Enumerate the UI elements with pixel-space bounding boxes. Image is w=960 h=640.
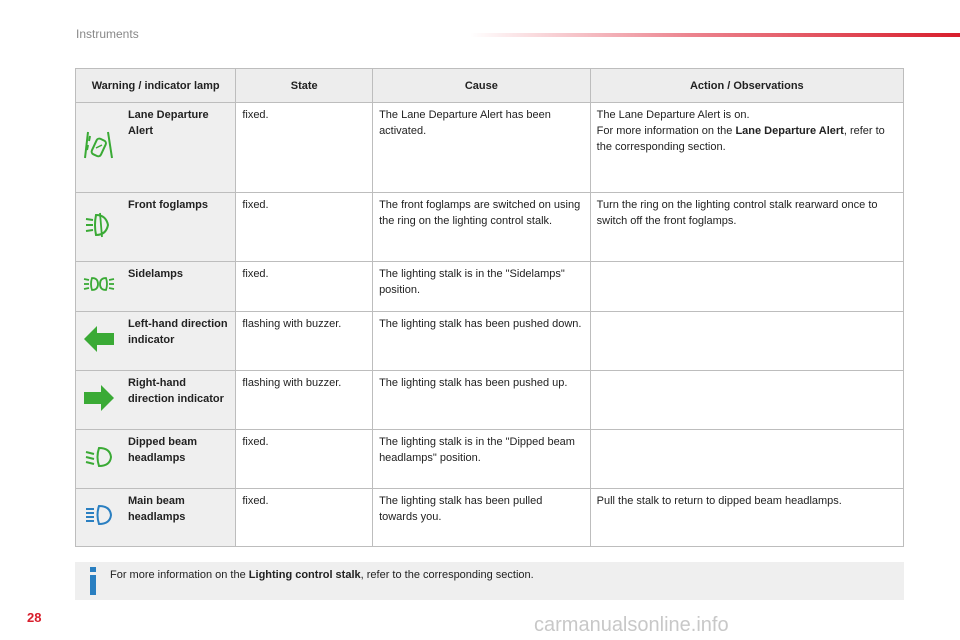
lamp-state: fixed. [236, 262, 373, 312]
action-text: For more information on the [596, 125, 736, 137]
lamp-cause: The lighting stalk is in the "Dipped beam headlamps" position. [373, 430, 591, 489]
lamp-state: fixed. [236, 193, 373, 262]
table-header-row [76, 69, 904, 103]
left-arrow-icon [82, 322, 116, 356]
lamp-icon-cell [76, 430, 122, 489]
action-text-end: , refer to the corresponding section. [596, 125, 885, 153]
lamp-action [590, 312, 903, 371]
table-row [76, 262, 904, 312]
lane-departure-icon [82, 128, 116, 162]
lamp-cause: The Lane Departure Alert has been activated. [373, 103, 591, 193]
info-text-bold: Lighting control stalk [248, 569, 361, 581]
table-row [76, 371, 904, 430]
lamp-state: flashing with buzzer. [236, 371, 373, 430]
lamp-cause: The lighting stalk is in the "Sidelamps" position. [373, 262, 591, 312]
lamp-state: fixed. [236, 103, 373, 193]
lamp-icon-cell [76, 262, 122, 312]
lamp-name: Dipped beam headlamps [122, 430, 236, 489]
lamp-action: Turn the ring on the lighting control stalk rearward once to switch off the front foglamps. [590, 193, 903, 262]
lamp-icon-cell [76, 312, 122, 371]
lamp-action [590, 371, 903, 430]
info-note-text [110, 569, 534, 581]
lamp-cause: The front foglamps are switched on using the ring on the lighting control stalk. [373, 193, 591, 262]
info-text-start: For more information on the [110, 569, 249, 581]
main-beam-icon [82, 498, 116, 532]
table-row [76, 103, 904, 193]
column-header-action: Action / Observations [590, 69, 903, 103]
lamp-icon-cell [76, 371, 122, 430]
section-title: Instruments [76, 27, 139, 41]
lamp-state: fixed. [236, 430, 373, 489]
lamp-name: Main beam headlamps [122, 489, 236, 547]
lamp-action [590, 262, 903, 312]
sidelamps-icon [82, 267, 116, 301]
warning-lamps-table [75, 68, 904, 547]
lamp-icon-cell [76, 103, 122, 193]
lamp-action [590, 103, 903, 193]
watermark: carmanualsonline.info [534, 614, 729, 636]
lamp-state: fixed. [236, 489, 373, 547]
lamp-cause: The lighting stalk has been pushed down. [373, 312, 591, 371]
table-row [76, 430, 904, 489]
column-header-state: State [236, 69, 373, 103]
column-header-lamp: Warning / indicator lamp [76, 69, 236, 103]
page-number: 28 [27, 610, 42, 625]
dipped-beam-icon [82, 440, 116, 474]
info-text-end: , refer to the corresponding section. [360, 569, 534, 581]
right-arrow-icon [82, 381, 116, 415]
lamp-state: flashing with buzzer. [236, 312, 373, 371]
table-row [76, 312, 904, 371]
lamp-name: Right-hand direction indicator [122, 371, 236, 430]
info-note [75, 562, 904, 600]
lamp-icon-cell [76, 193, 122, 262]
column-header-cause: Cause [373, 69, 591, 103]
table-row [76, 193, 904, 262]
lamp-action: Pull the stalk to return to dipped beam headlamps. [590, 489, 903, 547]
lamp-name: Left-hand direction indicator [122, 312, 236, 371]
lamp-cause: The lighting stalk has been pushed up. [373, 371, 591, 430]
action-line: The Lane Departure Alert is on. [596, 109, 750, 121]
info-icon [85, 565, 101, 597]
lamp-name: Front foglamps [122, 193, 236, 262]
header-accent-bar [470, 33, 960, 37]
table-row [76, 489, 904, 547]
lamp-icon-cell [76, 489, 122, 547]
action-bold-ref: Lane Departure Alert [735, 125, 844, 137]
lamp-name: Sidelamps [122, 262, 236, 312]
front-foglamps-icon [82, 208, 116, 242]
lamp-cause: The lighting stalk has been pulled towards you. [373, 489, 591, 547]
lamp-name: Lane Departure Alert [122, 103, 236, 193]
lamp-action [590, 430, 903, 489]
